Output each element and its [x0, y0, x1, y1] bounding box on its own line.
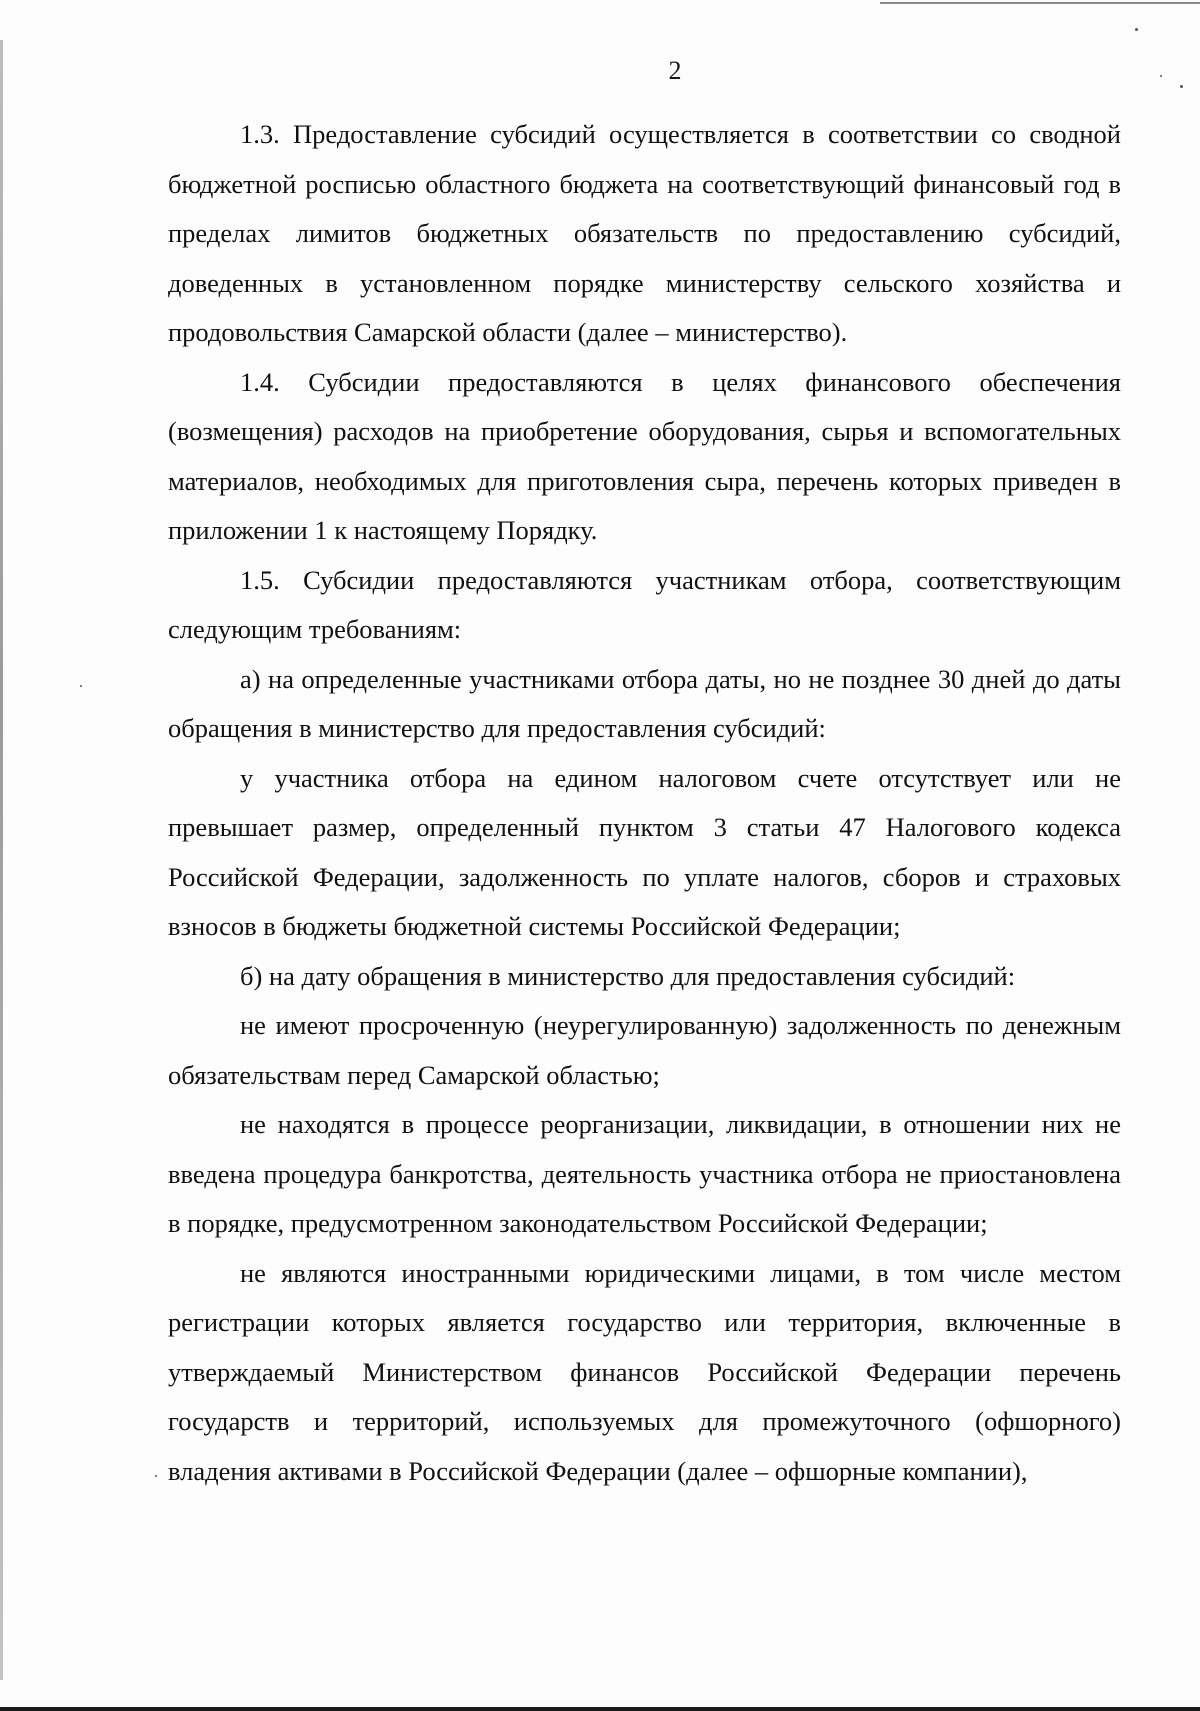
paragraph-reorganization: не находятся в процессе реорганизации, ликвидации, в отношении них не введена процедура банкротства, деятельность участника отбора не приостановлена в порядке, предусмотренном законодательством Российской Федерации;	[168, 1109, 1121, 1238]
scan-speck	[155, 1475, 157, 1477]
scan-edge-top	[880, 2, 1200, 4]
page-number: 2	[668, 56, 682, 85]
scan-edge-left	[0, 40, 3, 1680]
scan-speck	[80, 685, 82, 687]
paragraph-1-3: 1.3. Предоставление субсидий осуществляется в соответствии со сводной бюджетной росписью областного бюджета на соответствующий финансовый год в пределах лимитов бюджетных обязательств по предоставлению субсидий, доведенных в установленном порядке министерству сельского хозяйства и продовольствия Самарской области (далее – министерство).	[168, 119, 1121, 347]
document-body	[168, 110, 1121, 1496]
paragraph-item-b: б) на дату обращения в министерство для предоставления субсидий:	[240, 960, 1016, 991]
scan-edge-bottom	[0, 1707, 1200, 1711]
paragraph-item-a: а) на определенные участниками отбора даты, но не позднее 30 дней до даты обращения в министерство для предоставления субсидий:	[168, 663, 1121, 743]
paragraph-1-4: 1.4. Субсидии предоставляются в целях финансового обеспечения (возмещения) расходов на приобретение оборудования, сырья и вспомогательных материалов, необходимых для приготовления сыра, перечень которых приведен в приложении 1 к настоящему Порядку.	[168, 366, 1121, 545]
paragraph-offshore: не являются иностранными юридическими лицами, в том числе местом регистрации которых является государство или территория, включенные в утверждаемый Министерством финансов Российской Федерации перечень государств и территорий, используемых для промежуточного (офшорного) владения активами в Российской Федерации (далее – офшорные компании),	[168, 1257, 1121, 1486]
paragraph-overdue-debt: не имеют просроченную (неурегулированную) задолженность по денежным обязательствам перед Самарской областью;	[168, 1010, 1121, 1090]
paragraph-tax-debt: у участника отбора на едином налоговом счете отсутствует или не превышает размер, определенный пунктом 3 статьи 47 Налогового кодекса Российской Федерации, задолженность по уплате налогов, сборов и страховых взносов в бюджеты бюджетной системы Российской Федерации;	[168, 762, 1121, 941]
scan-speck	[1135, 28, 1138, 31]
paragraph-1-5: 1.5. Субсидии предоставляются участникам отбора, соответствующим следующим требованиям:	[168, 564, 1121, 644]
